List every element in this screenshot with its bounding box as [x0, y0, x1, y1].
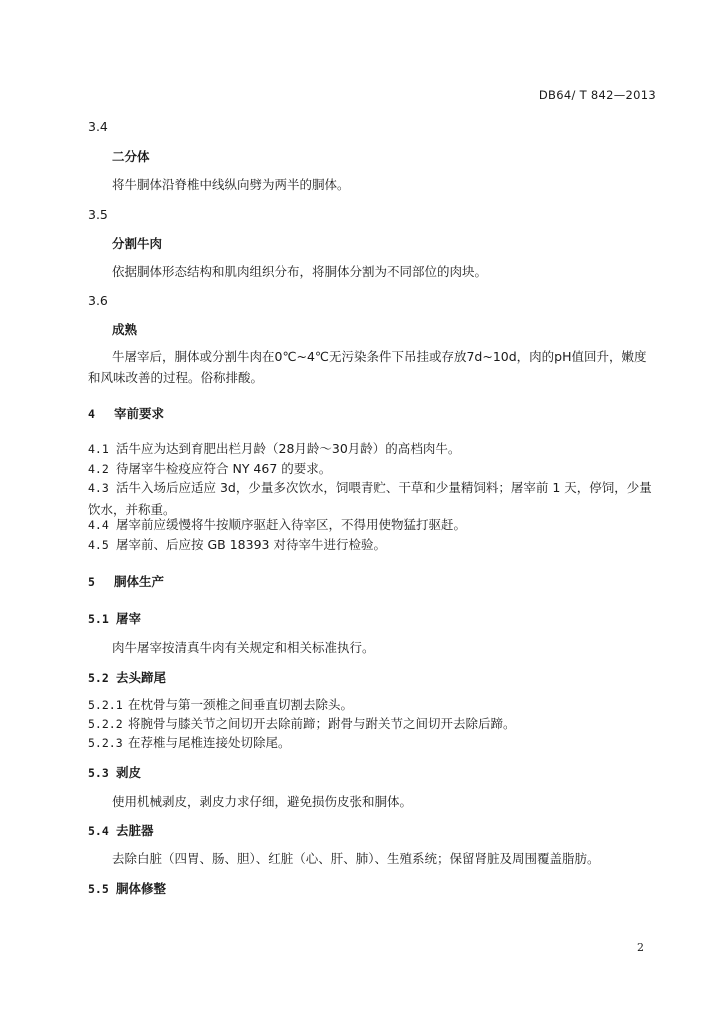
- page-number: 2: [637, 941, 644, 954]
- clause: [88, 517, 466, 533]
- subsection-heading: [88, 670, 166, 686]
- paragraph: 使用机械剥皮，剥皮力求仔细，避免损伤皮张和胴体。: [112, 794, 413, 809]
- term-number: 3.4: [88, 119, 108, 134]
- subsection-title: 胴体修整: [116, 881, 167, 896]
- term-definition: 依据胴体形态结构和肌肉组织分布，将胴体分割为不同部位的肉块。: [112, 264, 488, 279]
- term-definition: 将牛胴体沿脊椎中线纵向劈为两半的胴体。: [112, 177, 350, 192]
- subsection-number: 5.1: [88, 612, 109, 626]
- clause: [88, 735, 291, 751]
- subsection-title: 屠宰: [116, 611, 142, 626]
- clause-text: 活牛入场后应适应 3d，少量多次饮水，饲喂青贮、干草和少量精饲料；屠宰前 1 天，停饲，少量饮水，并称重。: [88, 480, 652, 517]
- term-number: 3.6: [88, 293, 108, 308]
- subsection-title: 去脏器: [116, 823, 154, 838]
- subsection-number: 5.4: [88, 824, 109, 838]
- paragraph: 肉牛屠宰按清真牛肉有关规定和相关标准执行。: [112, 640, 375, 655]
- term-title: 分割牛肉: [112, 236, 163, 251]
- section-number: 5: [88, 575, 95, 589]
- clause: [88, 537, 386, 553]
- clause: [88, 441, 460, 457]
- term-title: 二分体: [112, 149, 150, 164]
- clause-number: 4.5: [88, 538, 109, 552]
- section-heading: [88, 574, 164, 590]
- clause: [88, 697, 353, 713]
- subsection-heading: [88, 881, 166, 897]
- subsection-heading: [88, 823, 154, 839]
- clause-text: 在荐椎与尾椎连接处切除尾。: [128, 735, 291, 750]
- paragraph: 去除白脏（四胃、肠、胆）、红脏（心、肝、肺）、生殖系统；保留肾脏及周围覆盖脂肪。: [112, 851, 600, 866]
- clause-number: 5.2.1: [88, 698, 123, 712]
- clause-text: 将腕骨与膝关节之间切开去除前蹄；跗骨与跗关节之间切开去除后蹄。: [128, 716, 516, 731]
- standard-code-header: DB64/ T 842—2013: [538, 88, 656, 102]
- subsection-number: 5.2: [88, 671, 109, 685]
- subsection-title: 剥皮: [116, 765, 142, 780]
- clause: [88, 461, 331, 477]
- section-heading: [88, 406, 164, 422]
- subsection-title: 去头蹄尾: [116, 670, 167, 685]
- subsection-heading: [88, 765, 141, 781]
- clause-number: 5.2.2: [88, 717, 123, 731]
- clause-number: 4.4: [88, 518, 109, 532]
- clause-text: 屠宰前、后应按 GB 18393 对待宰牛进行检验。: [116, 537, 386, 552]
- clause-text: 活牛应为达到育肥出栏月龄（28月龄～30月龄）的高档肉牛。: [116, 441, 461, 456]
- subsection-number: 5.3: [88, 766, 109, 780]
- section-title: 胴体生产: [114, 574, 165, 589]
- clause-number: 4.1: [88, 442, 109, 456]
- clause-text: 在枕骨与第一颈椎之间垂直切割去除头。: [128, 697, 354, 712]
- subsection-number: 5.5: [88, 882, 109, 896]
- clause-text: 屠宰前应缓慢将牛按顺序驱赶入待宰区，不得用使物猛打驱赶。: [116, 517, 467, 532]
- clause: [88, 477, 656, 520]
- clause-number: 4.2: [88, 462, 109, 476]
- section-number: 4: [88, 407, 95, 421]
- clause-text: 待屠宰牛检疫应符合 NY 467 的要求。: [116, 461, 332, 476]
- term-number: 3.5: [88, 207, 108, 222]
- section-title: 宰前要求: [114, 406, 165, 421]
- clause-number: 4.3: [88, 481, 109, 495]
- subsection-heading: [88, 611, 141, 627]
- term-title: 成熟: [112, 322, 138, 337]
- clause-number: 5.2.3: [88, 736, 123, 750]
- clause: [88, 716, 516, 732]
- term-definition: 牛屠宰后，胴体或分割牛肉在0℃~4℃无污染条件下吊挂或存放7d~10d，肉的pH值回升，嫩度和风味改善的过程。俗称排酸。: [88, 349, 647, 385]
